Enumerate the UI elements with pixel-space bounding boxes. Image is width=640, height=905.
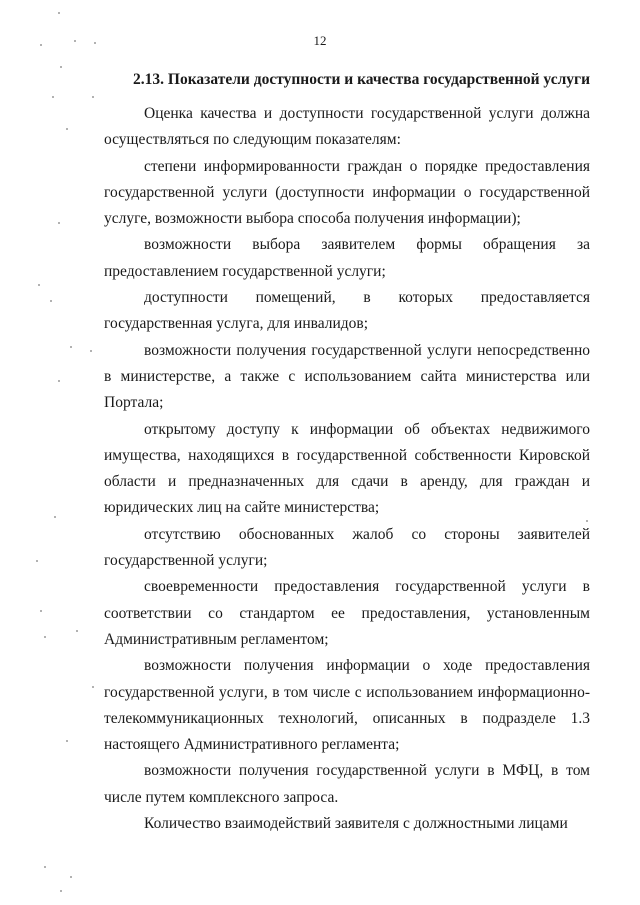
section-heading: 2.13. Показатели доступности и качества государственной услуги (133, 71, 590, 88)
paragraph-mfc: возможности получения государственной услуги в МФЦ, в том числе путем комплексного запроса. (104, 762, 590, 806)
document-body (104, 70, 590, 837)
paragraph-property-info: открытому доступу к информации об объектах недвижимого имущества, находящихся в государственной собственности Кировской области и предназначенных для сдачи в аренду, для граждан и юридических лиц на сайте министерства; (104, 420, 590, 517)
paragraph-premises-accessibility: доступности помещений, в которых предоставляется государственная услуга, для инвалидов; (104, 289, 590, 333)
paragraph-progress-info: возможности получения информации о ходе предоставления государственной услуги, в том числе с использованием информационно-телекоммуникационных технологий, описанных в подразделе 1.3 настоящего Административного регламента; (104, 657, 590, 754)
paragraph-ministry-portal: возможности получения государственной услуги непосредственно в министерстве, а также с использованием сайта министерства или Портала; (104, 341, 590, 412)
paragraph-awareness: степени информированности граждан о порядке предоставления государственной услуги (доступности информации о государственной услуге, возможности выбора способа получения информации); (104, 157, 590, 228)
paragraph-interactions: Количество взаимодействий заявителя с должностными лицами (144, 815, 568, 833)
paragraph-form-choice: возможности выбора заявителем формы обращения за предоставлением государственной услуги; (104, 236, 590, 280)
paragraph-intro: Оценка качества и доступности государственной услуги должна осуществляться по следующим показателям: (104, 105, 590, 149)
page-number: 12 (313, 33, 327, 48)
paragraph-timeliness: своевременности предоставления государственной услуги в соответствии со стандартом ее предоставления, установленным Административным регламентом; (104, 578, 590, 648)
paragraph-no-complaints: отсутствию обоснованных жалоб со стороны заявителей государственной услуги; (104, 525, 590, 570)
